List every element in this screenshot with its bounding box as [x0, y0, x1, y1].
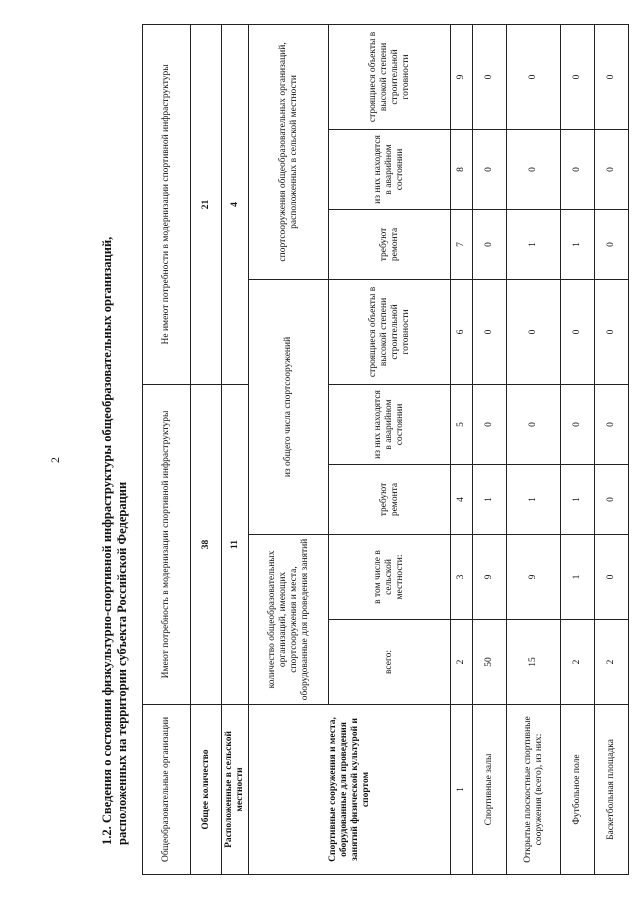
table-cell: 0 — [561, 129, 595, 209]
table-cell: 1 — [507, 209, 561, 279]
table-cell: 0 — [595, 535, 629, 620]
no-need-header: Не имеют потребности в модернизации спортивной инфраструктуры — [143, 24, 191, 384]
title-line-2: расположенных на территории субъекта Российской Федерации — [115, 481, 129, 845]
table-cell: 0 — [561, 279, 595, 384]
column-number: 4 — [451, 465, 473, 535]
table-cell: 0 — [561, 24, 595, 129]
table-cell: 0 — [595, 129, 629, 209]
table-cell: 0 — [507, 384, 561, 464]
rural-row — [222, 24, 249, 874]
rural-facilities-header: спортсооружения общеобразовательных организаций, расположенных в сельской местности — [249, 24, 329, 279]
table-cell: 9 — [473, 535, 507, 620]
sports-infrastructure-table — [142, 24, 629, 875]
table-cell: 0 — [595, 24, 629, 129]
facilities-label: Спортивные сооружения и места, оборудованные для проведения занятий физической культурой и спортом — [249, 705, 451, 875]
table-cell: 1 — [561, 209, 595, 279]
column-number: 6 — [451, 279, 473, 384]
total-no-need: 21 — [191, 24, 222, 384]
table-cell: 0 — [507, 24, 561, 129]
column-number: 9 — [451, 24, 473, 129]
table-row — [595, 24, 629, 874]
table-cell: 0 — [473, 209, 507, 279]
sub-header-rural: в том числе в сельской местности: — [329, 535, 451, 620]
table-cell: 0 — [473, 279, 507, 384]
row-label: Баскетбольная площадка — [595, 705, 629, 875]
sub-header-repair-rural: требуют ремонта — [329, 209, 451, 279]
table-cell: 9 — [507, 535, 561, 620]
column-number: 8 — [451, 129, 473, 209]
of-total-header: из общего числа спортсооружений — [249, 279, 329, 534]
header-row-1 — [143, 24, 191, 874]
table-cell: 0 — [595, 465, 629, 535]
page-number: 2 — [48, 457, 62, 463]
row-label: Открытые плоскостные спортивные сооружения (всего), из них: — [507, 705, 561, 875]
sub-header-repair: требуют ремонта — [329, 465, 451, 535]
table-cell: 0 — [507, 279, 561, 384]
sub-header-emergency: из них находятся в аварийном состоянии — [329, 384, 451, 464]
table-cell: 0 — [473, 129, 507, 209]
sub-header-construction: строящиеся объекты в высокой степени строительной готовности — [329, 279, 451, 384]
table-cell: 0 — [595, 209, 629, 279]
table-cell: 0 — [595, 384, 629, 464]
row-label: Спортивные залы — [473, 705, 507, 875]
sub-header-construction-rural: строящиеся объекты в высокой степени строительной готовности — [329, 24, 451, 129]
table-cell: 15 — [507, 620, 561, 705]
has-need-header: Имеют потребность в модернизации спортивной инфраструктуры — [143, 384, 191, 704]
table-cell: 1 — [561, 535, 595, 620]
table-cell: 1 — [507, 465, 561, 535]
total-row — [191, 24, 222, 874]
table-cell: 0 — [595, 279, 629, 384]
table-cell: 0 — [507, 129, 561, 209]
table-cell: 0 — [473, 24, 507, 129]
org-header: Общеобразовательные организации — [143, 705, 191, 875]
count-header: количество общеобразовательных организаций, имеющих спортсооружения и места, оборудованные для проведения занятий — [249, 535, 329, 705]
table-row — [507, 24, 561, 874]
column-number: 2 — [451, 620, 473, 705]
rural-no-need: 4 — [222, 24, 249, 384]
column-number: 5 — [451, 384, 473, 464]
total-has-need: 38 — [191, 384, 222, 704]
rural-label: Расположенные в сельской местности — [222, 705, 249, 875]
table-cell: 1 — [561, 465, 595, 535]
table-row — [561, 24, 595, 874]
table-cell: 1 — [473, 465, 507, 535]
column-number: 1 — [451, 705, 473, 875]
column-number: 3 — [451, 535, 473, 620]
table-cell: 0 — [561, 384, 595, 464]
table-cell: 2 — [561, 620, 595, 705]
sub-header-total: всего: — [329, 620, 451, 705]
section-title — [100, 45, 130, 845]
header-row-2 — [249, 24, 329, 874]
column-number-row — [451, 24, 473, 874]
sub-header-emergency-rural: из них находятся в аварийном состоянии — [329, 129, 451, 209]
table-row — [473, 24, 507, 874]
rural-has-need: 11 — [222, 384, 249, 704]
table-cell: 50 — [473, 620, 507, 705]
column-number: 7 — [451, 209, 473, 279]
table-cell: 2 — [595, 620, 629, 705]
table-cell: 0 — [473, 384, 507, 464]
row-label: Футбольное поле — [561, 705, 595, 875]
total-label: Общее количество — [191, 705, 222, 875]
title-line-1: 1.2. Сведения о состоянии физкультурно-спортивной инфраструктуры общеобразовательных организаций, — [100, 236, 114, 845]
